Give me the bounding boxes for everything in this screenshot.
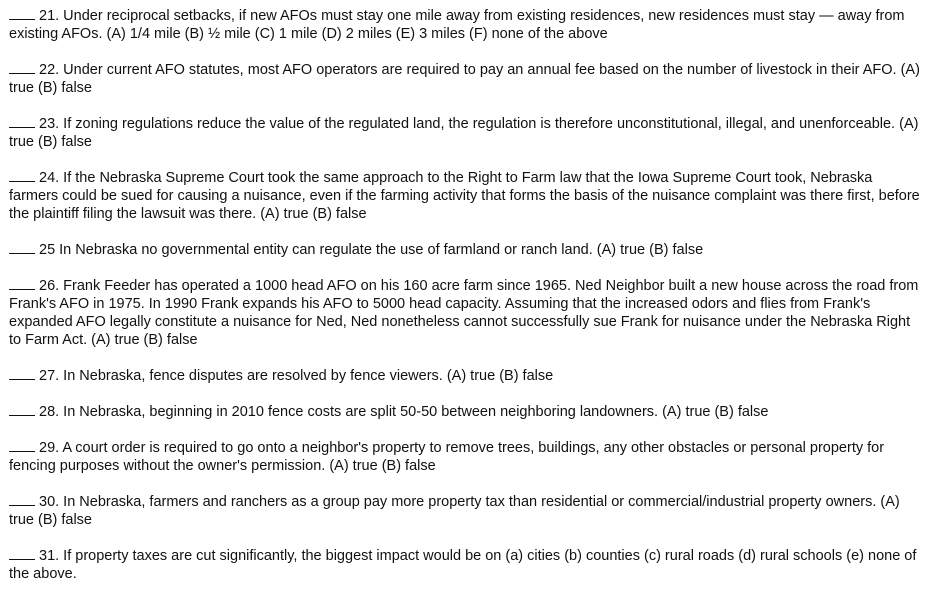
answer-blank[interactable] (9, 439, 35, 452)
answer-blank[interactable] (9, 169, 35, 182)
question-23 (9, 115, 921, 151)
answer-blank[interactable] (9, 547, 35, 560)
question-22 (9, 61, 921, 97)
answer-blank[interactable] (9, 277, 35, 290)
question-text: 23. If zoning regulations reduce the value of the regulated land, the regulation is therefore unconstitutional, illegal, and unenforceable. (A) true (B) false (9, 116, 919, 150)
question-text: 31. If property taxes are cut significantly, the biggest impact would be on (a) cities (b) counties (c) rural roads (d) rural schools (e) none of the above. (9, 548, 917, 582)
question-text: 27. In Nebraska, fence disputes are resolved by fence viewers. (A) true (B) false (39, 368, 554, 384)
question-text: 25 In Nebraska no governmental entity can regulate the use of farmland or ranch land. (A) true (B) false (39, 242, 704, 258)
answer-blank[interactable] (9, 493, 35, 506)
question-text: 26. Frank Feeder has operated a 1000 head AFO on his 160 acre farm since 1965. Ned Neighbor built a new house across the road from Frank's AFO in 1975. In 1990 Frank expands his AFO to 5000 head capacity. Assuming that the increased odors and flies from Frank's expanded AFO legally constitute a nuisance for Ned, Ned nonetheless cannot successfully sue Frank for nuisance under the Nebraska Right to Farm Act. (A) true (B) false (9, 278, 919, 348)
question-24 (9, 169, 921, 223)
question-text: 29. A court order is required to go onto a neighbor's property to remove trees, buildings, any other obstacles or personal property for fencing purposes without the owner's permission. (A) true (B) false (9, 440, 885, 474)
answer-blank[interactable] (9, 367, 35, 380)
question-text: 21. Under reciprocal setbacks, if new AFOs must stay one mile away from existing residences, new residences must stay — away from existing AFOs. (A) 1/4 mile (B) ½ mile (C) 1 mile (D) 2 miles (E) 3 miles (F) none of the above (9, 8, 905, 42)
question-29 (9, 439, 921, 475)
question-28 (9, 403, 921, 421)
question-31 (9, 547, 921, 583)
question-text: 30. In Nebraska, farmers and ranchers as a group pay more property tax than residential or commercial/industrial property owners. (A) true (B) false (9, 494, 900, 528)
question-26 (9, 277, 921, 349)
answer-blank[interactable] (9, 7, 35, 20)
question-text: 28. In Nebraska, beginning in 2010 fence costs are split 50-50 between neighboring landowners. (A) true (B) false (39, 404, 769, 420)
answer-blank[interactable] (9, 115, 35, 128)
answer-blank[interactable] (9, 241, 35, 254)
question-30 (9, 493, 921, 529)
question-text: 24. If the Nebraska Supreme Court took the same approach to the Right to Farm law that the Iowa Supreme Court took, Nebraska farmers could be sued for causing a nuisance, even if the farming activity that forms the basis of the nuisance complaint was there first, before the plaintiff filing the lawsuit was there. (A) true (B) false (9, 170, 920, 222)
question-27 (9, 367, 921, 385)
quiz-sheet (9, 7, 921, 583)
question-21 (9, 7, 921, 43)
question-25 (9, 241, 921, 259)
answer-blank[interactable] (9, 61, 35, 74)
question-text: 22. Under current AFO statutes, most AFO operators are required to pay an annual fee based on the number of livestock in their AFO. (A) true (B) false (9, 62, 920, 96)
answer-blank[interactable] (9, 403, 35, 416)
